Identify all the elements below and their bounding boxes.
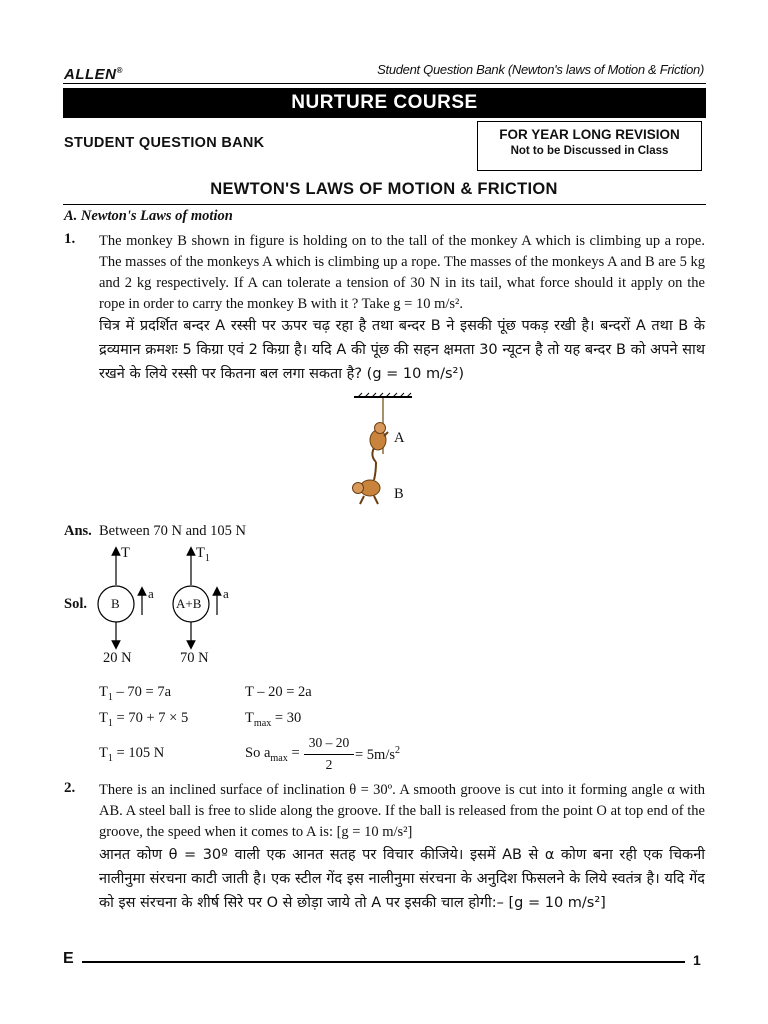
eq-l2-rest: = 70 + 7 × 5 [112,710,189,726]
equation-left-2 [99,710,188,729]
fbd-weight-ab: 70 N [180,650,209,666]
eq-r3-so: So a [245,745,271,761]
question-1-text: The monkey B shown in figure is holding on to the tall of the monkey A which is climbing up a rope. The masses of the monkeys A which is climbing up a rope. The masses of the monkeys A and B are 5 kg and 2 kg respectively. If A can tolerate a tension of 30 N in its tail, what force should it apply on the rope in order to carry the monkey B with it ? Take g = 10 m/s². [99,233,705,312]
fraction-numerator: 30 – 20 [308,735,350,750]
question-1-hindi: चित्र में प्रदर्शित बन्दर A रस्सी पर ऊपर चढ़ रहा है तथा बन्दर B ने इसकी पूंछ पकड़ रखी है। बन्दरों A तथा B के द्रव्यमान क्रमशः 5 किग्रा एवं 2 किग्रा है। यदि A की पूंछ की सहन क्षमता 30 न्यूटन है तो यह बन्दर B को अपने साथ रखने के लिये रस्सी पर कितना बल लगा सकता है? (g = 10 m/s²) [99,318,705,382]
eq-l3-t: T [99,745,108,761]
eq-l1-t: T [99,684,108,700]
question-2-hindi: आनत कोण θ = 30º वाली एक आनत सतह पर विचार कीजिये। इसमें AB से α कोण बना रही एक चिकनी नालीनुमा संरचना काटी जाती है। एक स्टील गेंद इस नालीनुमा संरचना के अनुदिश फिसलने के लिये स्वतंत्र है। यदि गेंद को इस संरचना के शीर्ष सिरे पर O से छोड़ा जाये तो A पर इसकी चाल होगी:– [g = 10 m/s²] [99,847,705,911]
solution-label: Sol. [64,596,87,612]
eq-result-sup: 2 [395,745,401,756]
answer-label: Ans. [64,523,92,539]
question-number-1: 1. [64,231,76,247]
eq-result-text: = 5m/s [355,746,396,763]
eq-l3-rest: = 105 N [112,745,165,761]
fbd-t1-main: T [196,545,205,561]
question-bank-label: STUDENT QUESTION BANK [64,135,265,151]
monkey-b [353,462,381,504]
page-number: 1 [693,952,701,968]
course-banner: NURTURE COURSE [63,88,706,118]
equation-result [355,745,400,764]
fbd-block-b-label: B [111,596,120,611]
revision-box [477,121,702,171]
logo-text: ALLEN [64,66,117,83]
header-rule [63,83,706,84]
eq-l3-sub: 1 [107,752,113,764]
eq-r3-sub: max [270,752,288,764]
eq-r2-sub: max [253,717,272,729]
eq-l1-rest: – 70 = 7a [112,684,172,700]
revision-line2: Not to be Discussed in Class [510,145,669,157]
title-rule [63,204,706,205]
eq-l2-sub: 1 [107,717,113,729]
revision-line1: FOR YEAR LONG REVISION [499,127,680,142]
monkey-rope-figure [340,392,420,512]
footer-edition: E [63,950,74,967]
eq-r3-equals: = [287,745,300,761]
logo-mark: ® [116,66,123,75]
fbd-block-ab-label: A+B [176,596,202,611]
allen-logo [64,66,123,83]
figure-label-a: A [394,430,405,446]
fbd-label-t: T [121,545,130,561]
fbd-label-t1 [196,545,210,564]
fraction-bar [304,754,354,755]
eq-r2-t: T [245,710,254,726]
question-2-text: There is an inclined surface of inclination θ = 30º. A smooth groove is cut into it forming angle α with AB. A steel ball is free to slide along the groove. If the ball is released from the point O at top end of the groove, the speed when it comes to A is: [g = 10 m/s²] [99,782,705,840]
equation-right-2 [245,710,301,729]
monkey-a [370,423,388,463]
equation-right-1: T – 20 = 2a [245,684,312,700]
chapter-title: NEWTON'S LAWS OF MOTION & FRICTION [210,180,558,198]
eq-r2-rest: = 30 [271,710,302,726]
fbd-weight-b: 20 N [103,650,132,666]
answer-text: Between 70 N and 105 N [99,523,246,539]
fbd-t1-sub: 1 [204,552,210,564]
footer-rule [82,961,685,963]
eq-l2-t: T [99,710,108,726]
eq-l1-sub: 1 [107,691,113,703]
equation-right-3 [245,745,300,764]
figure-label-b: B [394,486,404,502]
fraction-denominator: 2 [325,757,333,772]
fbd-accel-label-2: a [223,586,229,601]
question-number-2: 2. [64,780,76,796]
equation-left-3 [99,745,164,764]
running-title: Student Question Bank (Newton's laws of Motion & Friction) [377,62,704,77]
section-heading: A. Newton's Laws of motion [64,208,233,224]
equation-left-1 [99,684,171,703]
fbd-accel-label-1: a [148,586,154,601]
